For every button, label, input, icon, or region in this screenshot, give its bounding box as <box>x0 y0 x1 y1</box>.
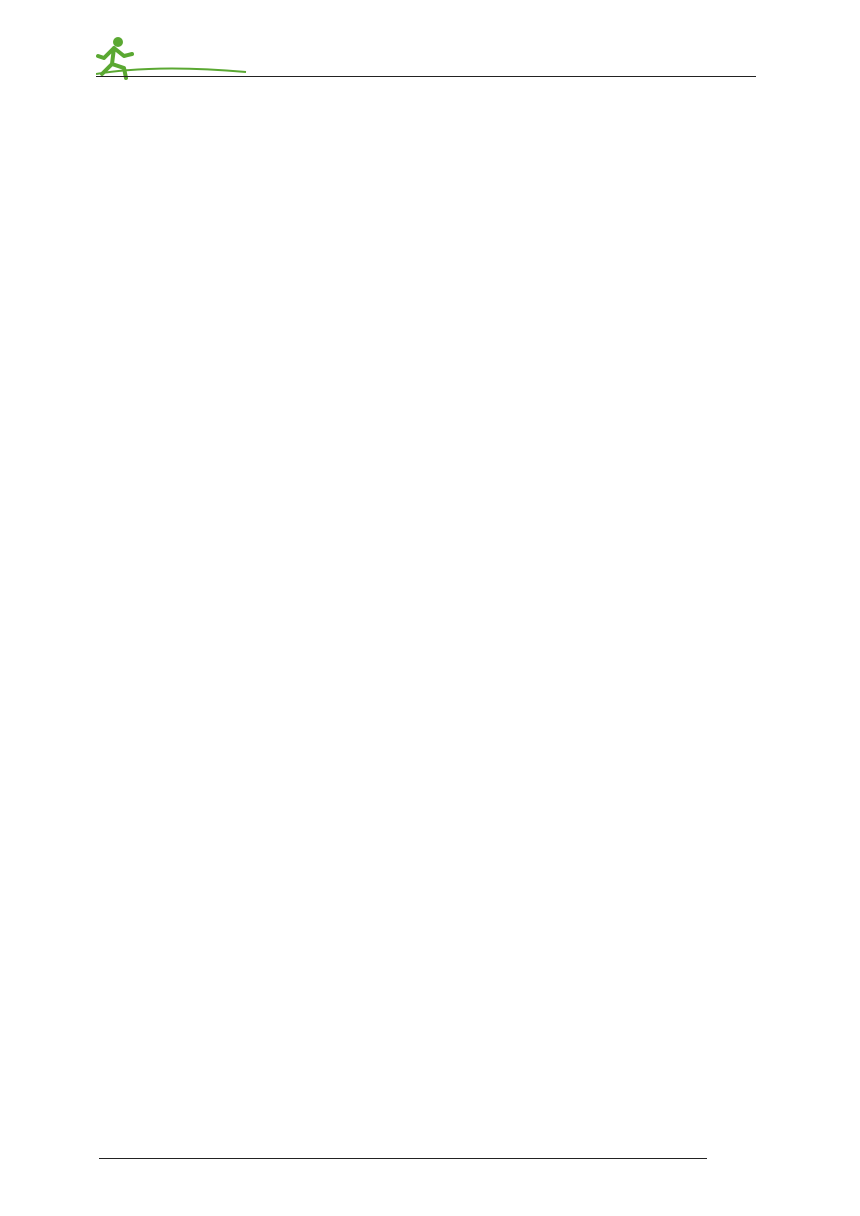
site-logo <box>96 34 266 82</box>
runner-logo-icon <box>96 34 266 82</box>
header-divider <box>96 76 756 77</box>
footer-divider <box>99 1158 707 1159</box>
